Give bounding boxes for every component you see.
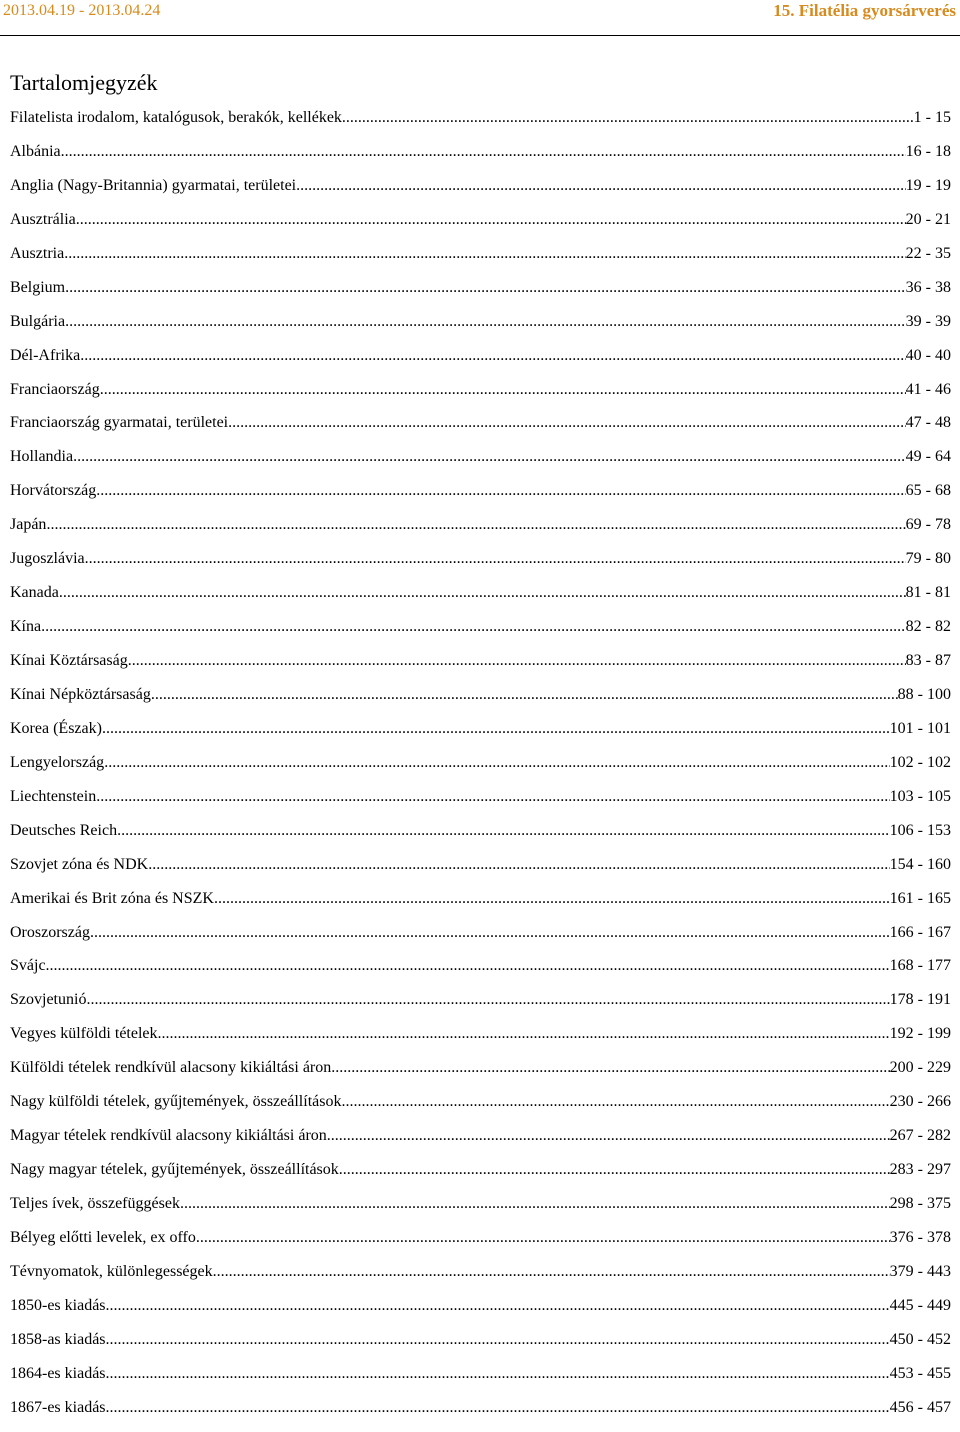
toc-entry-label: Deutsches Reich <box>10 821 118 839</box>
toc-entry-leader-dots <box>46 956 890 976</box>
toc-entry-leader-dots <box>331 1058 889 1078</box>
toc-entry-leader-dots <box>158 1024 890 1044</box>
toc-entry-pages: 65 - 68 <box>905 482 951 500</box>
toc-entry[interactable] <box>10 651 951 685</box>
toc-entry-leader-dots <box>41 617 906 637</box>
toc-entry-label: Nagy külföldi tételek, gyűjtemények, összeállítások <box>10 1093 342 1111</box>
toc-entry-pages: 101 - 101 <box>889 719 951 737</box>
toc-entry[interactable] <box>10 855 951 889</box>
header-auction-title: 15. Filatélia gyorsárverés <box>773 1 956 20</box>
toc-entry-leader-dots <box>106 1330 890 1350</box>
toc-entry-label: Korea (Észak) <box>10 719 102 737</box>
toc-entry-pages: 102 - 102 <box>889 753 951 771</box>
toc-entry[interactable] <box>10 990 951 1024</box>
toc-entry-label: Ausztrália <box>10 210 76 228</box>
toc-entry-label: Nagy magyar tételek, gyűjtemények, összeállítások <box>10 1161 339 1179</box>
toc-entry-leader-dots <box>80 346 905 366</box>
toc-entry-pages: 49 - 64 <box>905 448 951 466</box>
toc-entry[interactable] <box>10 413 951 447</box>
toc-entry-pages: 36 - 38 <box>905 278 951 296</box>
toc-entry[interactable] <box>10 1330 951 1364</box>
toc-entry-pages: 106 - 153 <box>889 821 951 839</box>
toc-entry[interactable] <box>10 1024 951 1058</box>
toc-entry-leader-dots <box>117 821 890 841</box>
toc-entry-pages: 178 - 191 <box>889 991 951 1009</box>
toc-entry-leader-dots <box>64 244 905 264</box>
toc-entry-leader-dots <box>100 380 906 400</box>
toc-entry-leader-dots <box>342 108 914 128</box>
toc-entry-leader-dots <box>59 583 906 603</box>
toc-entry-leader-dots <box>148 855 889 875</box>
toc-entry[interactable] <box>10 549 951 583</box>
header-date-range: 2013.04.19 - 2013.04.24 <box>3 2 161 19</box>
toc-entry-leader-dots <box>104 753 889 773</box>
toc-entry[interactable] <box>10 685 951 719</box>
toc-entry[interactable] <box>10 923 951 957</box>
toc-entry-pages: 230 - 266 <box>889 1093 951 1111</box>
toc-entry-pages: 192 - 199 <box>889 1025 951 1043</box>
toc-entry-label: Magyar tételek rendkívül alacsony kikiáltási áron <box>10 1127 327 1145</box>
toc-entry[interactable] <box>10 312 951 346</box>
toc-entry-label: 1867-es kiadás <box>10 1398 106 1416</box>
toc-entry-pages: 1 - 15 <box>913 109 951 126</box>
toc-entry-label: Svájc <box>10 957 46 975</box>
toc-entry-pages: 166 - 167 <box>889 923 951 941</box>
toc-entry-label: Vegyes külföldi tételek <box>10 1025 158 1043</box>
toc-entry[interactable] <box>10 1126 951 1160</box>
toc-entry-leader-dots <box>327 1126 890 1146</box>
toc-entry[interactable] <box>10 1194 951 1228</box>
toc-entry-leader-dots <box>196 1228 890 1248</box>
toc-entry-leader-dots <box>85 549 906 569</box>
toc-entry-pages: 168 - 177 <box>889 957 951 975</box>
toc-entry[interactable] <box>10 719 951 753</box>
toc-entry[interactable] <box>10 447 951 481</box>
toc-entry-leader-dots <box>76 210 906 230</box>
toc-entry-pages: 39 - 39 <box>905 312 951 330</box>
toc-entry-label: Franciaország gyarmatai, területei <box>10 414 229 432</box>
toc-entry-label: Kína <box>10 618 42 636</box>
toc-entry-leader-dots <box>128 651 906 671</box>
toc-entry-leader-dots <box>228 413 906 433</box>
toc-entry-pages: 154 - 160 <box>889 855 951 873</box>
toc-entry-label: Jugoszlávia <box>10 550 85 568</box>
toc-entry-label: Szovjet zóna és NDK <box>10 855 149 873</box>
toc-entry-label: Kínai Köztársaság <box>10 652 128 669</box>
toc-entry-leader-dots <box>214 889 890 909</box>
toc-entry[interactable] <box>10 787 951 821</box>
toc-entry-leader-dots <box>213 1262 890 1282</box>
toc-entry-pages: 88 - 100 <box>897 685 951 703</box>
toc-entry[interactable] <box>10 142 951 176</box>
toc-entry-pages: 298 - 375 <box>889 1195 951 1212</box>
toc-entry-label: Bélyeg előtti levelek, ex offo <box>10 1228 196 1246</box>
toc-entry-label: Külföldi tételek rendkívül alacsony kikiáltási áron <box>10 1059 332 1077</box>
toc-entry-label: Szovjetunió <box>10 991 87 1009</box>
toc-entry[interactable] <box>10 821 951 855</box>
toc-entry-label: Teljes ívek, összefüggések <box>10 1195 180 1212</box>
toc-entry-pages: 103 - 105 <box>889 787 951 805</box>
toc-entry[interactable] <box>10 176 951 210</box>
toc-entry[interactable] <box>10 1364 951 1398</box>
toc-entry-pages: 161 - 165 <box>889 889 951 907</box>
toc-entry[interactable] <box>10 380 951 414</box>
toc-entry[interactable] <box>10 1058 951 1092</box>
toc-entry-pages: 19 - 19 <box>905 176 951 194</box>
toc-entry-pages: 453 - 455 <box>889 1364 951 1382</box>
toc-entry-leader-dots <box>96 787 889 807</box>
toc-entry[interactable] <box>10 617 951 651</box>
toc-entry-label: Liechtenstein <box>10 787 97 805</box>
toc-entry-leader-dots <box>65 312 906 332</box>
toc-entry-label: Kanada <box>10 584 59 602</box>
toc-entry-leader-dots <box>341 1092 889 1112</box>
toc-entry-pages: 376 - 378 <box>889 1228 951 1246</box>
toc-entry[interactable] <box>10 515 951 549</box>
toc-entry[interactable] <box>10 1262 951 1296</box>
toc-entry-label: Amerikai és Brit zóna és NSZK <box>10 889 214 907</box>
toc-entry-label: Anglia (Nagy-Britannia) gyarmatai, területei <box>10 176 297 194</box>
toc-entry-label: Franciaország <box>10 380 100 398</box>
toc-entry[interactable] <box>10 244 951 278</box>
toc-entry-leader-dots <box>61 142 906 162</box>
toc-entry-label: Dél-Afrika <box>10 346 81 364</box>
toc-entry-label: 1850-es kiadás <box>10 1296 106 1314</box>
toc-entry-leader-dots <box>151 685 898 705</box>
toc-entry-pages: 40 - 40 <box>905 346 951 364</box>
toc-entry[interactable] <box>10 210 951 244</box>
toc-entry[interactable] <box>10 1160 951 1194</box>
toc-entry-pages: 41 - 46 <box>905 380 951 398</box>
toc-entry-label: Japán <box>10 516 47 534</box>
toc-entry-leader-dots <box>46 515 905 535</box>
toc-entry-label: Tévnyomatok, különlegességek <box>10 1262 213 1280</box>
toc-entry-pages: 450 - 452 <box>889 1330 951 1348</box>
toc-entry[interactable] <box>10 1092 951 1126</box>
toc-entry-label: Lengyelország <box>10 753 105 771</box>
toc-entry[interactable] <box>10 889 951 923</box>
toc-entry-pages: 16 - 18 <box>905 142 951 160</box>
toc-entry[interactable] <box>10 108 951 142</box>
toc-entry-label: Albánia <box>10 142 61 160</box>
toc-entry-leader-dots <box>180 1194 890 1214</box>
toc-title: Tartalomjegyzék <box>10 70 158 95</box>
toc-entry-leader-dots <box>296 176 906 196</box>
toc-entry-pages: 456 - 457 <box>889 1398 951 1416</box>
toc-entry-label: Horvátország <box>10 482 97 500</box>
toc-entry-leader-dots <box>90 923 890 943</box>
toc-entry[interactable] <box>10 956 951 990</box>
toc-entry-label: 1864-es kiadás <box>10 1364 106 1382</box>
toc-entry-pages: 445 - 449 <box>889 1296 951 1314</box>
toc-entry-label: Kínai Népköztársaság <box>10 685 151 703</box>
toc-entry-pages: 379 - 443 <box>889 1262 951 1280</box>
toc-entry-label: Belgium <box>10 278 66 296</box>
toc-entry-pages: 267 - 282 <box>889 1127 951 1145</box>
toc-entry-pages: 79 - 80 <box>905 550 951 568</box>
toc-entry-label: Hollandia <box>10 448 74 466</box>
toc-entry[interactable] <box>10 346 951 380</box>
toc-entry-leader-dots <box>86 990 889 1010</box>
page-header <box>0 0 960 36</box>
toc-entry-leader-dots <box>339 1160 890 1180</box>
toc-entry-pages: 83 - 87 <box>905 652 951 669</box>
toc-entry-label: Filatelista irodalom, katalógusok, berakók, kellékek <box>10 109 342 126</box>
toc-entry-label: Oroszország <box>10 923 90 941</box>
toc-entry[interactable] <box>10 278 951 312</box>
toc-list <box>10 108 951 1432</box>
toc-entry-pages: 22 - 35 <box>905 244 951 262</box>
toc-entry-leader-dots <box>102 719 890 739</box>
toc-entry-pages: 81 - 81 <box>905 584 951 602</box>
toc-entry-leader-dots <box>73 447 906 467</box>
toc-entry-leader-dots <box>96 481 905 501</box>
toc-entry-pages: 283 - 297 <box>889 1161 951 1179</box>
toc-entry-label: Ausztria <box>10 244 65 262</box>
toc-entry[interactable] <box>10 481 951 515</box>
toc-entry-pages: 200 - 229 <box>889 1059 951 1077</box>
toc-entry[interactable] <box>10 1296 951 1330</box>
toc-entry-pages: 47 - 48 <box>905 414 951 432</box>
toc-entry-leader-dots <box>106 1296 890 1316</box>
toc-entry[interactable] <box>10 1228 951 1262</box>
toc-entry[interactable] <box>10 583 951 617</box>
toc-entry-pages: 82 - 82 <box>905 618 951 636</box>
toc-entry-leader-dots <box>106 1364 890 1384</box>
toc-entry[interactable] <box>10 753 951 787</box>
toc-entry-leader-dots <box>65 278 906 298</box>
toc-entry-pages: 69 - 78 <box>905 516 951 534</box>
toc-entry-label: Bulgária <box>10 312 66 330</box>
toc-entry-pages: 20 - 21 <box>905 210 951 228</box>
toc-entry-label: 1858-as kiadás <box>10 1330 106 1348</box>
